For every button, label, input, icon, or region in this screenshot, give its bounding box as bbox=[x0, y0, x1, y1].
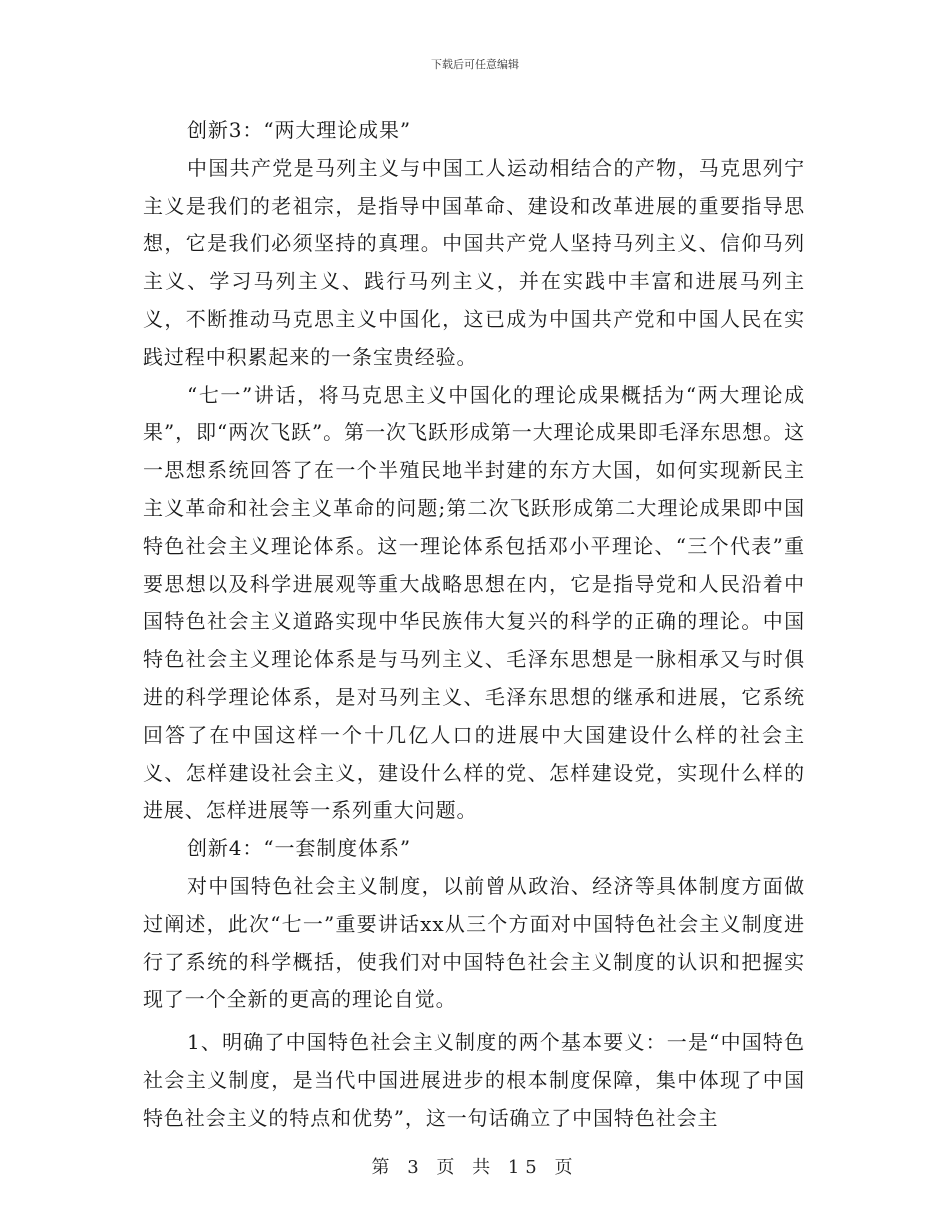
paragraph: 中国共产党是马列主义与中国工人运动相结合的产物，马克思列宁主义是我们的老祖宗，是指导中国革命、建设和改革进展的重要指导思想，它是我们必须坚持的真理。中国共产党人坚持马列主义、信仰马列主义、学习马列主义、践行马列主义，并在实践中丰富和进展马列主义，不断推动马克思主义中国化，这已成为中国共产党和中国人民在实践过程中积累起来的一条宝贵经验。 bbox=[143, 155, 805, 369]
paragraph: 对中国特色社会主义制度，以前曾从政治、经济等具体制度方面做过阐述，此次“七一”重要讲话xx从三个方面对中国特色社会主义制度进行了系统的科学概括，使我们对中国特色社会主义制度的认识和把握实现了一个全新的更高的理论自觉。 bbox=[143, 873, 805, 1012]
paragraph: “七一”讲话，将马克思主义中国化的理论成果概括为“两大理论成果”，即“两次飞跃”。第一次飞跃形成第一大理论成果即毛泽东思想。这一思想系统回答了在一个半殖民地半封建的东方大国，如何实现新民主主义革命和社会主义革命的问题;第二次飞跃形成第二大理论成果即中国特色社会主义理论体系。这一理论体系包括邓小平理论、“三个代表”重要思想以及科学进展观等重大战略思想在内，它是指导党和人民沿着中国特色社会主义道路实现中华民族伟大复兴的科学的正确的理论。中国特色社会主义理论体系是与马列主义、毛泽东思想是一脉相承又与时俱进的科学理论体系，是对马列主义、毛泽东思想的继承和进展，它系统回答了在中国这样一个十几亿人口的进展中大国建设什么样的社会主义、怎样建设社会主义，建设什么样的党、怎样建设党，实现什么样的进展、怎样进展等一系列重大问题。 bbox=[143, 382, 805, 823]
heading-innovation-3: 创新3：“两大理论成果” bbox=[187, 118, 411, 142]
document-body bbox=[143, 112, 805, 1138]
paragraph: 1、明确了中国特色社会主义制度的两个基本要义：一是“中国特色社会主义制度，是当代中国进展进步的根本制度保障，集中体现了中国特色社会主义的特点和优势”，这一句话确立了中国特色社会主 bbox=[143, 1030, 805, 1130]
page-header: 下载后可任意编辑 bbox=[431, 58, 519, 71]
page-number: 第 3 页 共 15 页 bbox=[371, 1157, 579, 1178]
heading-innovation-4: 创新4：“一套制度体系” bbox=[187, 836, 411, 861]
